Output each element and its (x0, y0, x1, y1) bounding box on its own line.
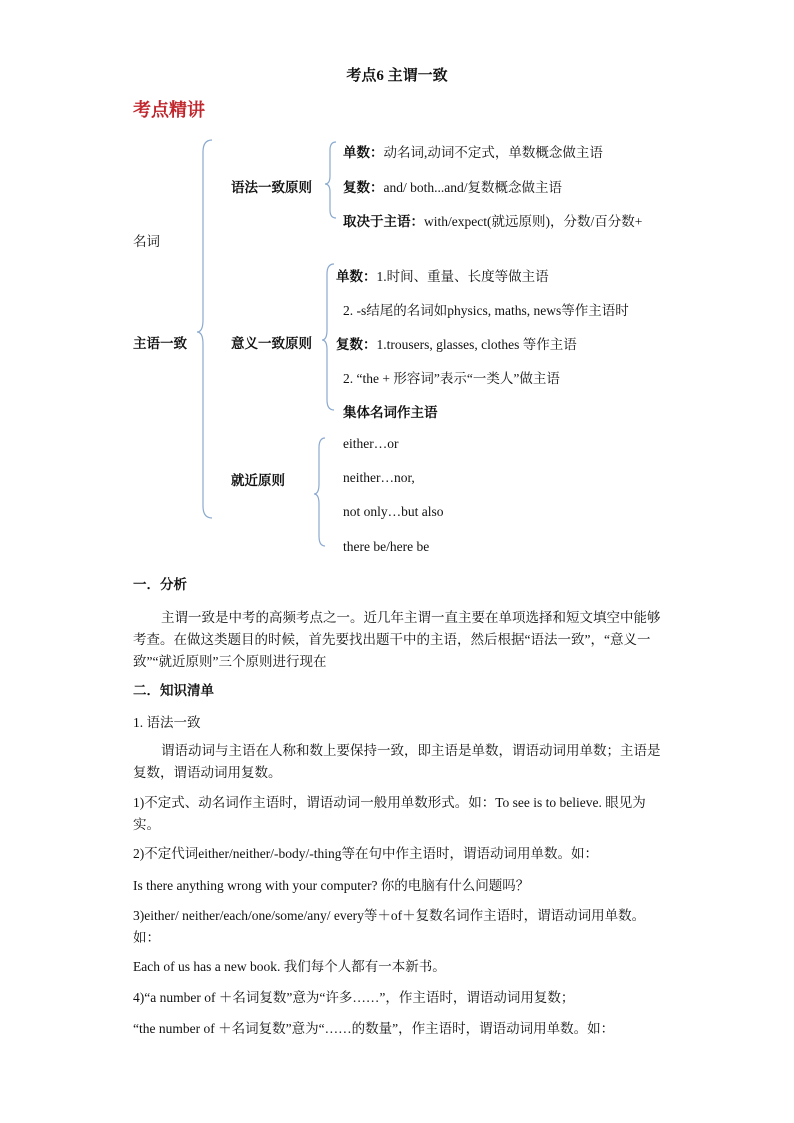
grammar-rule-singular: 单数：动名词,动词不定式，单数概念做主语 (343, 145, 603, 160)
section-heading: 考点精讲 (133, 100, 205, 120)
grammar-rule-plural: 复数：and/ both...and/复数概念做主语 (343, 180, 562, 195)
proximity-principle-label: 就近原则 (231, 473, 285, 488)
grammar-rule-subject: 取决于主语：with/expect(就远原则)，分数/百分数+ (343, 214, 643, 229)
grammar-principle-label: 语法一致原则 (231, 180, 312, 195)
meaning-plural-1: 复数：1.trousers, glasses, clothes 等作主语 (336, 337, 577, 352)
meaning-brace (322, 264, 334, 410)
meaning-principle-label: 意义一致原则 (231, 336, 312, 351)
tree-root-label: 主语一致 (133, 336, 187, 351)
knowledge-point-1: 1)不定式、动名词作主语时，谓语动词一般用单数形式。如：To see is to believe. 眼见为实。 (133, 795, 646, 832)
meaning-collective: 集体名词作主语 (343, 405, 438, 420)
meaning-plural-2: 2. “the + 形容词”表示“一类人”做主语 (343, 371, 560, 386)
knowledge-point-4b: “the number of ＋名词复数”意为“……的数量”，作主语时，谓语动词用单数。如： (133, 1021, 615, 1036)
knowledge-heading: 二．知识清单 (133, 683, 214, 698)
analysis-paragraph: 主谓一致是中考的高频考点之一。近几年主谓一直主要在单项选择和短文填空中能够考查。在做这类题目的时候，首先要找出题干中的主语，然后根据“语法一致”，“意义一致”“就近原则”三个原则进行现在 (133, 610, 661, 669)
knowledge-point-2: 2)不定代词either/neither/-body/-thing等在句中作主语时，谓语动词用单数。如： (133, 846, 598, 861)
document-title: 考点6 主谓一致 (346, 68, 448, 84)
knowledge-subheading: 1. 语法一致 (133, 715, 201, 730)
meaning-singular-1: 单数：1.时间、重量、长度等做主语 (336, 269, 549, 284)
proximity-item: not only…but also (343, 504, 444, 519)
knowledge-example-2: Is there anything wrong with your computer? 你的电脑有什么问题吗？ (133, 878, 530, 893)
meaning-singular-2: 2. -s结尾的名词如physics, maths, news等作主语时 (343, 303, 629, 318)
tree-root-label-line1: 名词 (133, 234, 160, 249)
proximity-item: neither…nor, (343, 470, 415, 485)
proximity-item: either…or (343, 436, 399, 451)
knowledge-point-4a: 4)“a number of ＋名词复数”意为“许多……”，作主语时，谓语动词用复数； (133, 990, 575, 1005)
grammar-brace (325, 142, 336, 218)
knowledge-example-3: Each of us has a new book. 我们每个人都有一本新书。 (133, 959, 446, 974)
knowledge-point-3: 3)either/ neither/each/one/some/any/ every等＋of＋复数名词作主语时，谓语动词用单数。如： (133, 908, 646, 945)
analysis-heading: 一．分析 (133, 577, 187, 592)
knowledge-intro: 谓语动词与主语在人称和数上要保持一致，即主语是单数，谓语动词用单数；主语是复数，谓语动词用复数。 (133, 743, 661, 780)
proximity-item: there be/here be (343, 539, 430, 554)
proximity-brace (314, 438, 325, 546)
main-brace (197, 140, 212, 518)
